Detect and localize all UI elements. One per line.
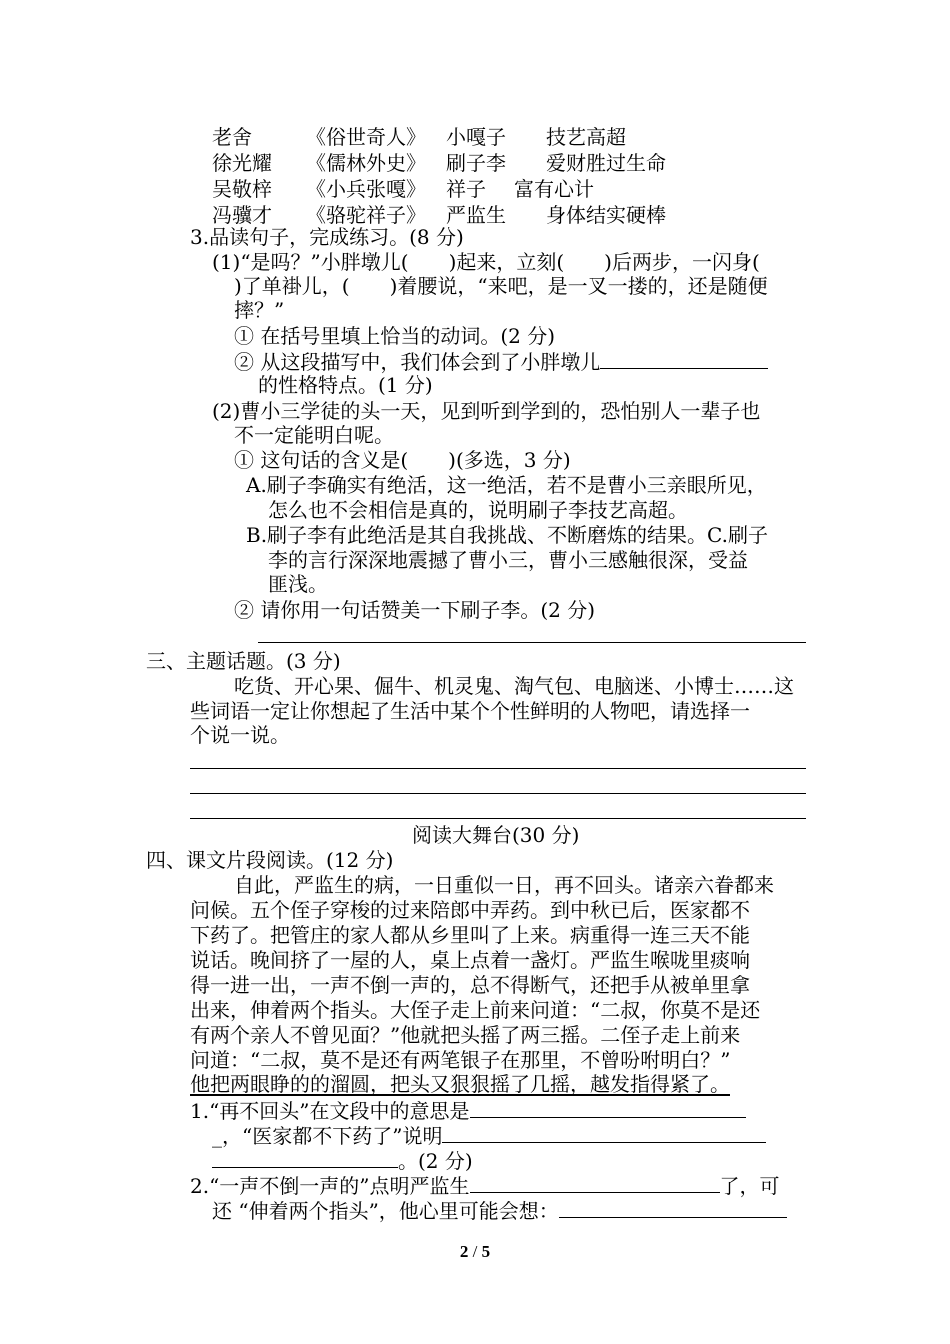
trait-item: 爱财胜过生命 <box>546 151 666 175</box>
q3-sub2-tail: 的性格特点。(1 分) <box>258 373 433 397</box>
work-item: 《俗世奇人》 <box>306 125 426 149</box>
option-a-line2: 怎么也不会相信是真的，说明刷子李技艺高超。 <box>268 498 688 522</box>
works-column <box>306 124 426 228</box>
character-item: 祥子 <box>446 177 486 201</box>
answer-line[interactable] <box>190 793 806 794</box>
s4-q1-line2 <box>212 1122 766 1149</box>
q3-sentence1-line3: 摔？” <box>234 298 285 322</box>
q3-sentence1-line2: )了单褂儿，( )着腰说，“来吧，是一叉一搂的，还是随便 <box>234 274 768 298</box>
s4-q1-text: 1.“再不回头”在文段中的意思是 <box>190 1099 470 1123</box>
name-item: 吴敬梓 <box>212 177 272 201</box>
q3-sub1: ① 在括号里填上恰当的动词。(2 分) <box>234 324 556 348</box>
answer-blank[interactable] <box>470 1097 746 1118</box>
passage-line-underlined: 他把两眼睁的的溜圆，把头又狠狠摇了几摇，越发指得紧了。 <box>190 1072 730 1096</box>
passage-line: 下药了。把管庄的家人都从乡里叫了上来。病重得一连三天不能 <box>190 923 750 947</box>
s4-q2-text2: 了，可 <box>719 1174 780 1198</box>
s4-q2-text3: 还 “伸着两个指头”，他心里可能会想： <box>212 1199 559 1223</box>
name-item: 冯骥才 <box>212 203 272 227</box>
page-total: 5 <box>481 1242 491 1261</box>
passage-line: 出来，伸着两个指头。大侄子走上前来问道：“二叔，你莫不是还 <box>190 998 761 1022</box>
s4-q2-text: 2.“一声不倒一声的”点明严监生 <box>190 1174 470 1198</box>
answer-line[interactable] <box>190 768 806 769</box>
trait-item: 技艺高超 <box>546 125 626 149</box>
section4-heading: 四、课文片段阅读。(12 分) <box>146 848 394 872</box>
answer-line[interactable] <box>190 818 806 819</box>
q3-sentence2-line1: (2)曹小三学徒的头一天，见到听到学到的，恐怕别人一辈子也 <box>212 399 761 423</box>
s4-q1-line3 <box>212 1147 473 1174</box>
character-item: 刷子李 <box>446 151 506 175</box>
passage-line: 说话。晚间挤了一屋的人，桌上点着一盏灯。严监生喉咙里痰响 <box>190 948 750 972</box>
traits-column <box>514 124 666 228</box>
trait-item: 身体结实硬棒 <box>546 203 666 227</box>
passage-line: 问道：“二叔，莫不是还有两笔银子在那里，不曾吩咐明白？” <box>190 1048 731 1072</box>
character-item: 小嘎子 <box>446 125 506 149</box>
answer-blank[interactable] <box>212 1147 398 1168</box>
q3-sub2-text: ② 从这段描写中，我们体会到了小胖墩儿 <box>234 350 601 374</box>
character-item: 严监生 <box>446 203 506 227</box>
work-item: 《儒林外史》 <box>306 151 426 175</box>
answer-blank[interactable] <box>600 348 768 369</box>
answer-blank[interactable] <box>442 1122 766 1143</box>
q3-s2-sub1: ① 这句话的含义是( )(多选，3 分) <box>234 448 571 472</box>
page-current: 2 <box>459 1242 469 1261</box>
option-b-line2: 李的言行深深地震撼了曹小三，曹小三感触很深，受益 <box>268 548 748 572</box>
passage-line: 有两个亲人不曾见面？”他就把头摇了两三摇。二侄子走上前来 <box>190 1023 741 1047</box>
page-separator: / <box>468 1242 482 1261</box>
page-number <box>0 1242 950 1262</box>
q3-sub2 <box>234 348 768 375</box>
trait-item: 富有心计 <box>514 177 594 201</box>
option-a-line1: A.刷子李确实有绝活，这一绝活，若不是曹小三亲眼所见， <box>246 473 767 497</box>
answer-blank[interactable] <box>470 1172 720 1193</box>
section3-line3: 个说一说。 <box>190 723 290 747</box>
section3-heading: 三、主题话题。(3 分) <box>146 649 341 673</box>
section3-line2: 些词语一定让你想起了生活中某个个性鲜明的人物吧，请选择一 <box>190 699 750 723</box>
work-item: 《骆驼祥子》 <box>306 203 426 227</box>
q3-sentence1-line1: (1)“是吗？”小胖墩儿( )起来，立刻( )后两步，一闪身( <box>212 250 760 274</box>
name-item: 老舍 <box>212 125 252 149</box>
q3-sentence2-line2: 不一定能明白呢。 <box>234 423 394 447</box>
s4-q1-line1 <box>190 1097 746 1124</box>
s4-q2-line1 <box>190 1172 780 1199</box>
names-column <box>212 124 272 228</box>
s4-q2-line2 <box>212 1197 787 1224</box>
q3-s2-sub2: ② 请你用一句话赞美一下刷子李。(2 分) <box>234 598 596 622</box>
work-item: 《小兵张嘎》 <box>306 177 426 201</box>
s4-q1-text3: 。(2 分) <box>398 1149 473 1173</box>
passage-line: 问候。五个侄子穿梭的过来陪郎中弄药。到中秋已后，医家都不 <box>190 898 750 922</box>
option-b-line3: 匪浅。 <box>268 572 328 596</box>
passage-line: 自此，严监生的病，一日重似一日，再不回头。诸亲六眷都来 <box>234 873 774 897</box>
answer-line[interactable] <box>258 642 806 643</box>
answer-blank[interactable] <box>559 1197 787 1218</box>
option-b-line1: B.刷子李有此绝活是其自我挑战、不断磨炼的结果。C.刷子 <box>246 523 769 547</box>
characters-column <box>446 124 506 228</box>
name-item: 徐光耀 <box>212 151 272 175</box>
q3-title: 3.品读句子，完成练习。(8 分) <box>190 225 464 249</box>
reading-section-title: 阅读大舞台(30 分) <box>412 823 580 847</box>
section3-line1: 吃货、开心果、倔牛、机灵鬼、淘气包、电脑迷、小博士……这 <box>234 674 794 698</box>
s4-q1-text2: _，“医家都不下药了”说明 <box>212 1124 443 1148</box>
passage-line: 得一进一出，一声不倒一声的，总不得断气，还把手从被单里拿 <box>190 973 750 997</box>
